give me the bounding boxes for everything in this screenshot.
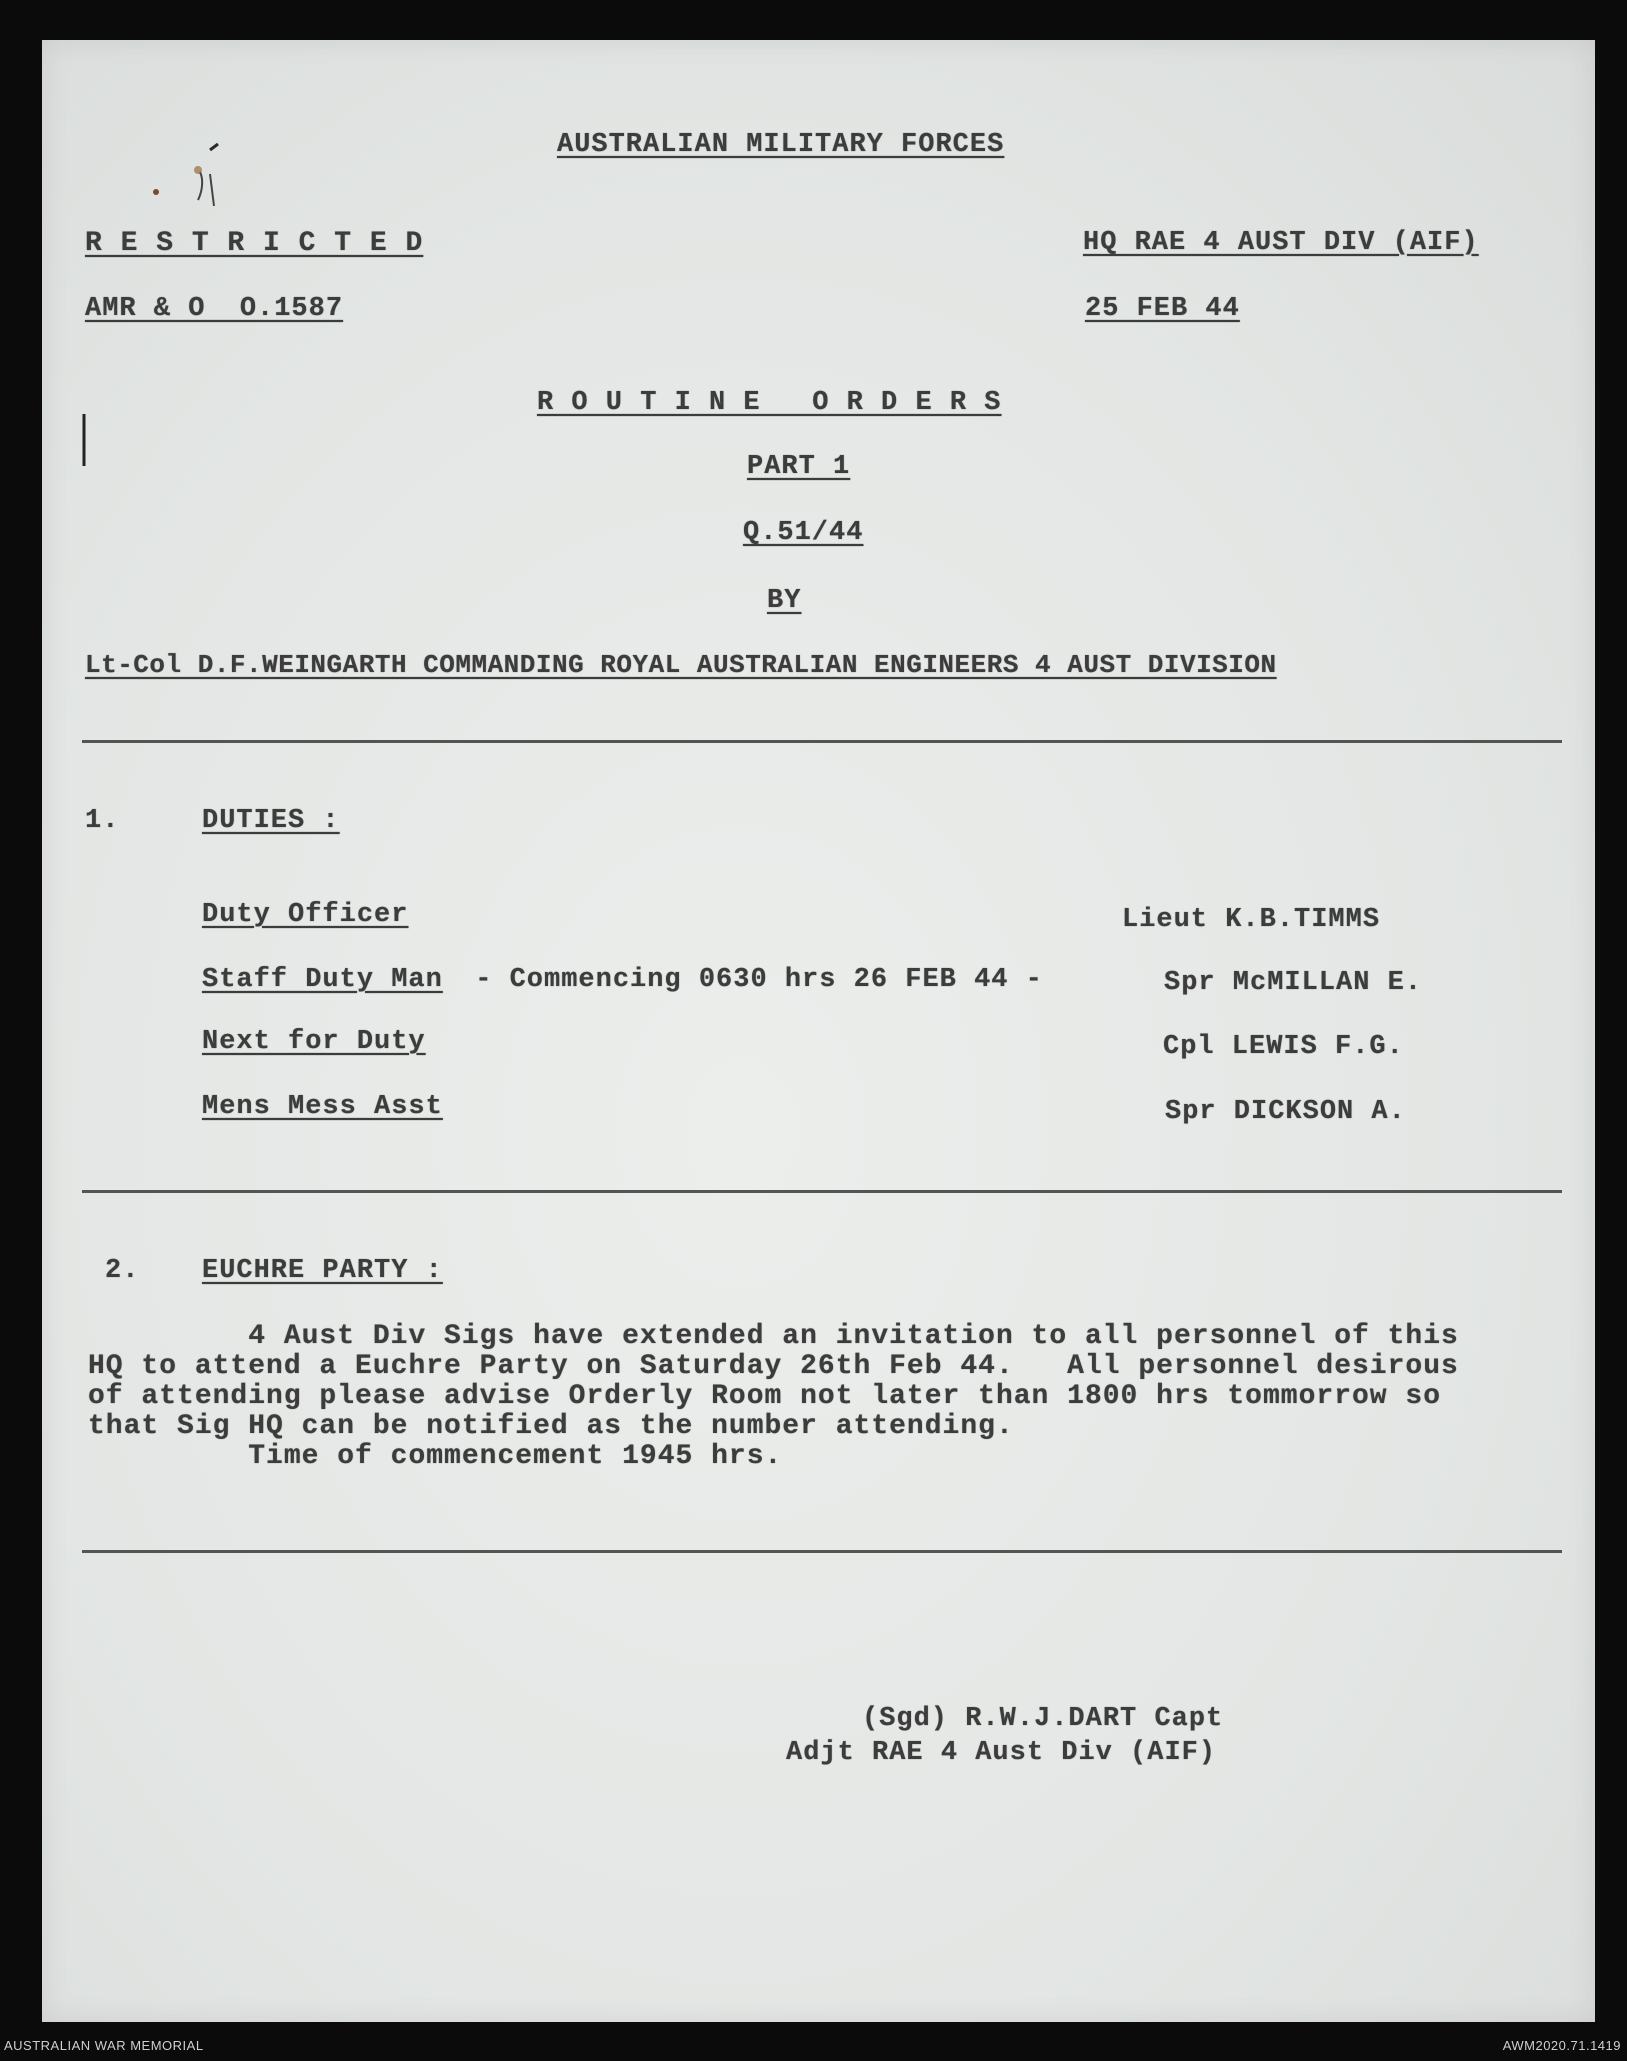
duty-detail: - Commencing 0630 hrs 26 FEB 44 - [458,965,1043,995]
paragraph-line: that Sig HQ can be notified as the number attending. [88,1411,1014,1442]
duty-role: Mens Mess Asst [202,1092,443,1122]
reference-number: AMR & O O.1587 [85,294,344,324]
margin-mark [78,410,90,470]
paragraph-line: 4 Aust Div Sigs have extended an invitation to all personnel of this [88,1321,1459,1352]
paragraph-line: HQ to attend a Euchre Party on Saturday 26th Feb 44. All personnel desirous [88,1351,1459,1382]
footer-accession-number: AWM2020.71.1419 [1502,2038,1621,2053]
unit-designation: HQ RAE 4 AUST DIV (AIF) [1083,228,1479,258]
divider [82,1190,1562,1193]
duty-role: Staff Duty Man [202,965,443,995]
signature-title: Adjt RAE 4 Aust Div (AIF) [786,1738,1217,1768]
document-title: R O U T I N E O R D E R S [537,388,1002,418]
duty-name: Lieut K.B.TIMMS [1122,905,1381,935]
signature-name: (Sgd) R.W.J.DART Capt [862,1704,1224,1734]
section-number: 2. [105,1256,140,1286]
duty-name: Cpl LEWIS F.G. [1163,1032,1404,1062]
section-heading: DUTIES : [202,806,340,836]
duty-role: Duty Officer [202,900,409,930]
document-date: 25 FEB 44 [1085,294,1240,324]
classification: R E S T R I C T E D [85,228,424,259]
part-label: PART 1 [747,452,851,482]
by-label: BY [767,586,802,616]
handwritten-mark [140,140,260,220]
paragraph-line: Time of commencement 1945 hrs. [88,1441,783,1472]
divider [82,740,1562,743]
footer-archive-name: AUSTRALIAN WAR MEMORIAL [4,2038,204,2053]
divider [82,1550,1562,1553]
order-number: Q.51/44 [743,518,864,548]
duty-name: Spr McMILLAN E. [1164,968,1423,998]
section-heading: EUCHRE PARTY : [202,1256,443,1286]
document-heading: AUSTRALIAN MILITARY FORCES [557,130,1005,160]
duty-name: Spr DICKSON A. [1165,1097,1406,1127]
paragraph-line: of attending please advise Orderly Room not later than 1800 hrs tommorrow so [88,1381,1442,1412]
section-number: 1. [85,806,120,836]
commander-line: Lt-Col D.F.WEINGARTH COMMANDING ROYAL AUSTRALIAN ENGINEERS 4 AUST DIVISION [85,650,1277,680]
duty-role: Next for Duty [202,1027,426,1057]
